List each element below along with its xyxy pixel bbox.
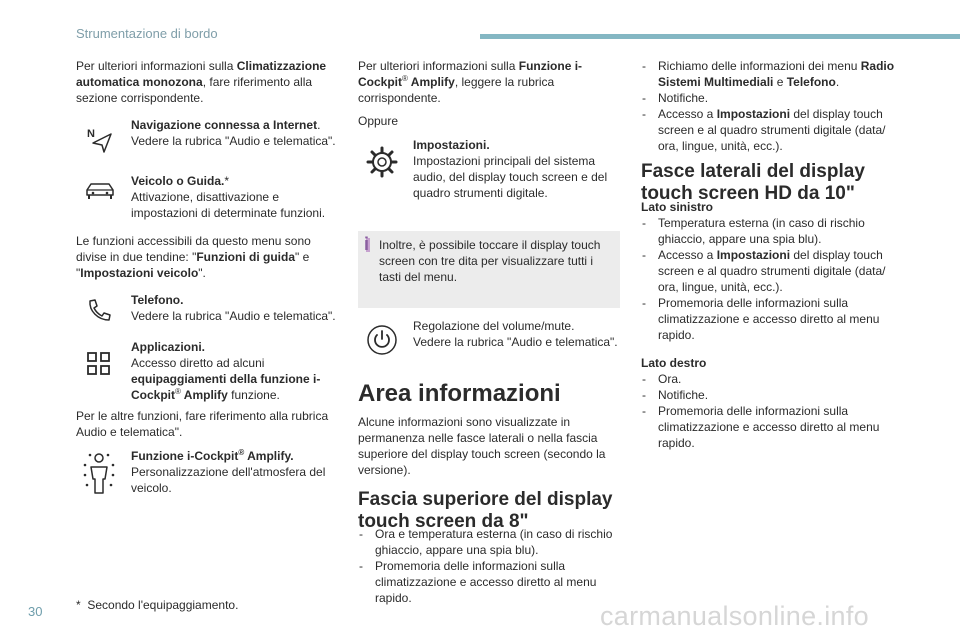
list-item: - Ora e temperatura esterna (in caso di rischio ghiaccio, appare una spia blu). <box>358 526 620 558</box>
power-volume-icon <box>366 324 398 356</box>
watermark: carmanualsonline.info <box>600 601 869 631</box>
footnote: * Secondo l'equipaggiamento. <box>76 598 239 612</box>
menu-description: Le funzioni accessibili da questo menu sono divise in due tendine: "Funzioni di guida" e "Impostazioni veicolo". <box>76 234 311 280</box>
page-number: 30 <box>28 604 43 619</box>
area-text: Alcune informazioni sono visualizzate in permanenza nelle fasce laterali o nella fascia superiore del display touch screen (secondo la versione). <box>358 415 606 477</box>
amplify-title: Funzione i-Cockpit® Amplify. <box>131 448 294 463</box>
list-item: - Promemoria delle informazioni sulla climatizzazione e accesso diretto al menu rapido. <box>641 403 903 451</box>
side-title: Fasce laterali del display touch screen HD da 10" <box>641 161 865 204</box>
right-side-list <box>641 371 903 451</box>
band-list <box>358 526 620 606</box>
list-item: - Temperatura esterna (in caso di rischio ghiaccio, appare una spia blu). <box>641 215 903 247</box>
phone-text: Vedere la rubrica "Audio e telematica". <box>131 309 336 323</box>
volume-item <box>413 318 620 350</box>
left-side-title: Lato sinistro <box>641 200 714 214</box>
header-title: Strumentazione di bordo <box>76 26 218 41</box>
nav-title: Navigazione connessa a Internet <box>131 118 318 132</box>
vehicle-item: Veicolo o Guida.* Attivazione, disattivazione e impostazioni di determinate funzioni. <box>131 174 326 220</box>
left-side-list <box>641 215 903 343</box>
col1-intro: Per ulteriori informazioni sulla Climatizzazione automatica monozona, fare riferimento alla sezione corrispondente. <box>76 59 327 105</box>
list-item: - Notifiche. <box>641 90 903 106</box>
navigation-icon <box>86 125 114 153</box>
settings-text: Impostazioni principali del sistema audio, del display touch screen e del quadro strumenti digitale. <box>413 154 608 200</box>
phone-icon <box>86 297 112 323</box>
volume-text: Vedere la rubrica "Audio e telematica". <box>413 335 618 349</box>
right-side-title: Lato destro <box>641 356 707 370</box>
gear-icon <box>366 146 398 178</box>
band-title: Fascia superiore del display touch screen da 8" <box>358 489 613 532</box>
list-item: - Richiamo delle informazioni dei menu Radio Sistemi Multimediali e Telefono. <box>641 58 903 90</box>
apps-item: Applicazioni. Accesso diretto ad alcuni equipaggiamenti della funzione i-Cockpit® Amplify funzione. <box>131 340 321 402</box>
car-icon <box>84 180 116 204</box>
info-box-text: Inoltre, è possibile toccare il display touch screen con tre dita per visualizzare tutti i tasti del menu. <box>379 238 601 284</box>
apps-grid-icon <box>87 352 111 376</box>
settings-item <box>413 137 620 201</box>
list-item: - Ora. <box>641 371 903 387</box>
phone-item <box>131 292 346 324</box>
list-item: - Notifiche. <box>641 387 903 403</box>
vehicle-text: Attivazione, disattivazione e impostazioni di determinate funzioni. <box>131 190 326 220</box>
oppure-label: Oppure <box>358 114 399 128</box>
volume-title: Regolazione del volume/mute. <box>413 319 575 333</box>
top-band-list <box>641 58 903 154</box>
list-item: - Accesso a Impostazioni del display touch screen e al quadro strumenti digitale (data/ ora, lingue, unità, ecc.). <box>641 247 903 295</box>
other-functions: Per le altre funzioni, fare riferimento alla rubrica Audio e telematica". <box>76 409 329 439</box>
phone-title: Telefono. <box>131 293 184 307</box>
info-box <box>358 231 620 308</box>
amplify-item <box>131 448 346 496</box>
info-icon: i <box>364 234 370 254</box>
nav-text: Vedere la rubrica "Audio e telematica". <box>131 134 336 148</box>
amplify-text: Personalizzazione dell'atmosfera del veicolo. <box>131 465 326 495</box>
vehicle-title: Veicolo o Guida. <box>131 174 225 188</box>
header-bar <box>480 34 960 39</box>
svg-text:N: N <box>87 128 95 140</box>
settings-title: Impostazioni. <box>413 138 490 152</box>
list-item: - Accesso a Impostazioni del display touch screen e al quadro strumenti digitale (data/ ora, lingue, unità, ecc.). <box>641 106 903 154</box>
list-item: - Promemoria delle informazioni sulla climatizzazione e accesso diretto al menu rapido. <box>358 558 620 606</box>
nav-item: Navigazione connessa a Internet. Vedere la rubrica "Audio e telematica". <box>131 118 336 148</box>
amplify-person-icon <box>82 451 116 497</box>
apps-title: Applicazioni. <box>131 340 206 354</box>
list-item: - Promemoria delle informazioni sulla climatizzazione e accesso diretto al menu rapido. <box>641 295 903 343</box>
area-title: Area informazioni <box>358 380 561 407</box>
col2-intro: Per ulteriori informazioni sulla Funzione i-Cockpit® Amplify, leggere la rubrica corrispondente. <box>358 59 583 105</box>
